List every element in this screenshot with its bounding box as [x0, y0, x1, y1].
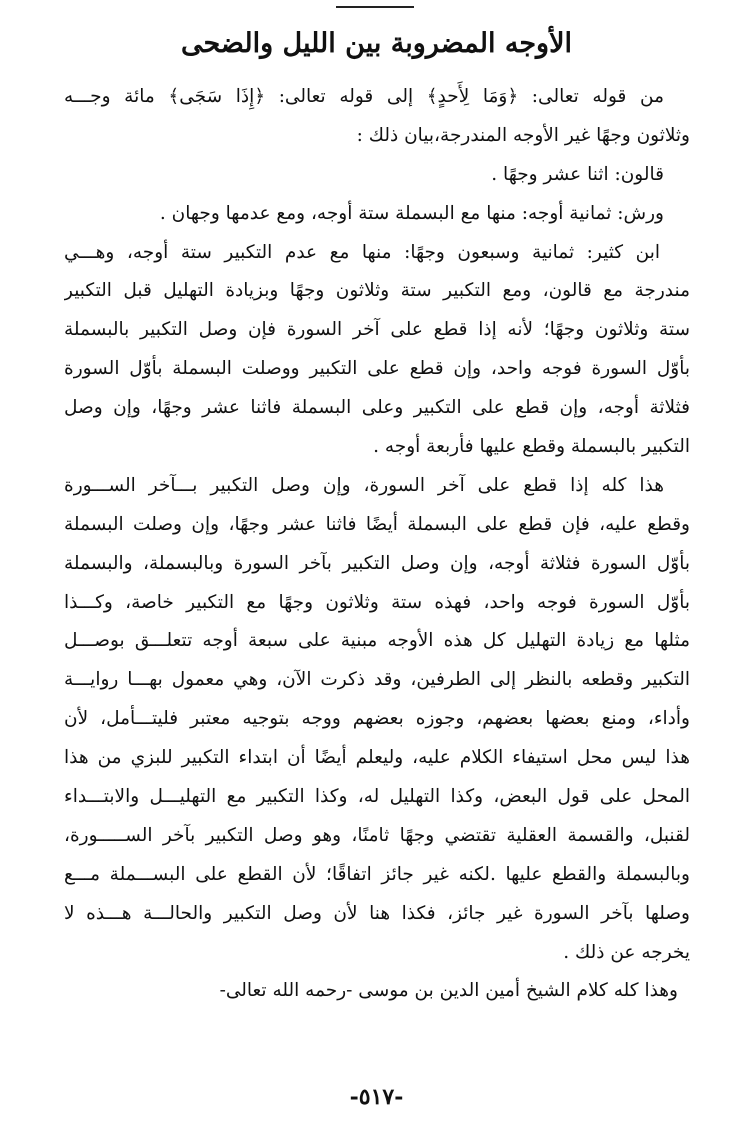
text-line: وأداء، ومنع بعضها بعضهم، وجوزه بعضهم ووجه بتوجيه معتبر فليتـــأمل، لأن [64, 708, 690, 730]
text-line: بأوّل السورة فثلاثة أوجه، وإن وصل التكبير بآخر السورة وبالبسملة، والبسملة [64, 552, 690, 574]
body-text [64, 78, 690, 1011]
text-line: وبالبسملة والقطع عليها .لكنه غير جائز اتفاقًا؛ لأن القطع على البســـملة مـــع [64, 863, 690, 885]
text-line: قالون: اثنا عشر وجهًا . [491, 163, 664, 185]
text-line: ستة وثلاثون وجهًا؛ لأنه إذا قطع على آخر السورة فإن وصل التكبير بالبسملة [64, 319, 690, 341]
text-line: وصلها بآخر السورة غير جائز، فكذا هنا لأن وصل التكبير والحالـــة هـــذه لا [64, 902, 690, 924]
top-rule [336, 6, 414, 8]
text-line: التكبير وقطعه بالنظر إلى الطرفين، وقد ذكرت الآن، وهي معمول بهـــا روايـــة [64, 669, 690, 691]
text-line: من قوله تعالى: ﴿وَمَا لِأَحدٍ﴾ إلى قوله تعالى: ﴿إِذَا سَجَى﴾ مائة وجـــه [64, 86, 664, 107]
text-line: التكبير بالبسملة وقطع عليها فأربعة أوجه . [373, 436, 690, 458]
text-line: لقنبل، والقسمة العقلية تقتضي وجهًا ثامنًا، وهو وصل التكبير بآخر الســـــورة، [64, 824, 690, 846]
text-line: وثلاثون وجهًا غير الأوجه المندرجة،بيان ذلك : [356, 124, 690, 146]
text-line: وقطع عليه، فإن قطع على البسملة أيضًا فاثنا عشر وجهًا، وإن وصلت البسملة [64, 513, 690, 535]
text-line: يخرجه عن ذلك . [563, 941, 690, 963]
text-line: بأوّل السورة فوجه واحد، وإن قطع على التكبير ووصلت البسملة بأوّل السورة [64, 358, 690, 380]
page-number: -٥١٧- [349, 1084, 404, 1110]
text-line: ابن كثير: ثمانية وسبعون وجهًا: منها مع عدم التكبير ستة أوجه، وهـــي [64, 241, 660, 263]
text-line: فثلاثة أوجه، وإن قطع على التكبير وعلى البسملة فاثنا عشر وجهًا، وإن وصل [64, 397, 690, 419]
page-title: الأوجه المضروبة بين الليل والضحى [181, 28, 572, 59]
text-line: ورش: ثمانية أوجه: منها مع البسملة ستة أوجه، ومع عدمها وجهان . [159, 202, 664, 224]
text-line: بأوّل السورة فوجه واحد، فهذه ستة وثلاثون وجهًا مع التكبير خاصة، وكـــذا [64, 591, 690, 613]
text-line: وهذا كله كلام الشيخ أمين الدين بن موسى -رحمه الله تعالى- [219, 980, 678, 1002]
text-line: هذا ليس محل استيفاء الكلام عليه، وليعلم أيضًا أن ابتداء التكبير للبزي من هذا [64, 747, 690, 769]
text-line: مندرجة مع قالون، ومع التكبير ستة وثلاثون وجهًا وبزيادة التهليل قبل التكبير [64, 280, 690, 302]
text-line: مثلها مع زيادة التهليل كل هذه الأوجه مبنية على سبعة أوجه تتعلـــق بوصـــل [64, 630, 690, 652]
text-line: هذا كله إذا قطع على آخر السورة، وإن وصل التكبير بـــآخر الســـورة [64, 474, 664, 496]
text-line: المحل على قول البعض، وكذا التهليل له، وكذا التكبير مع التهليـــل والابتـــداء [64, 786, 690, 808]
